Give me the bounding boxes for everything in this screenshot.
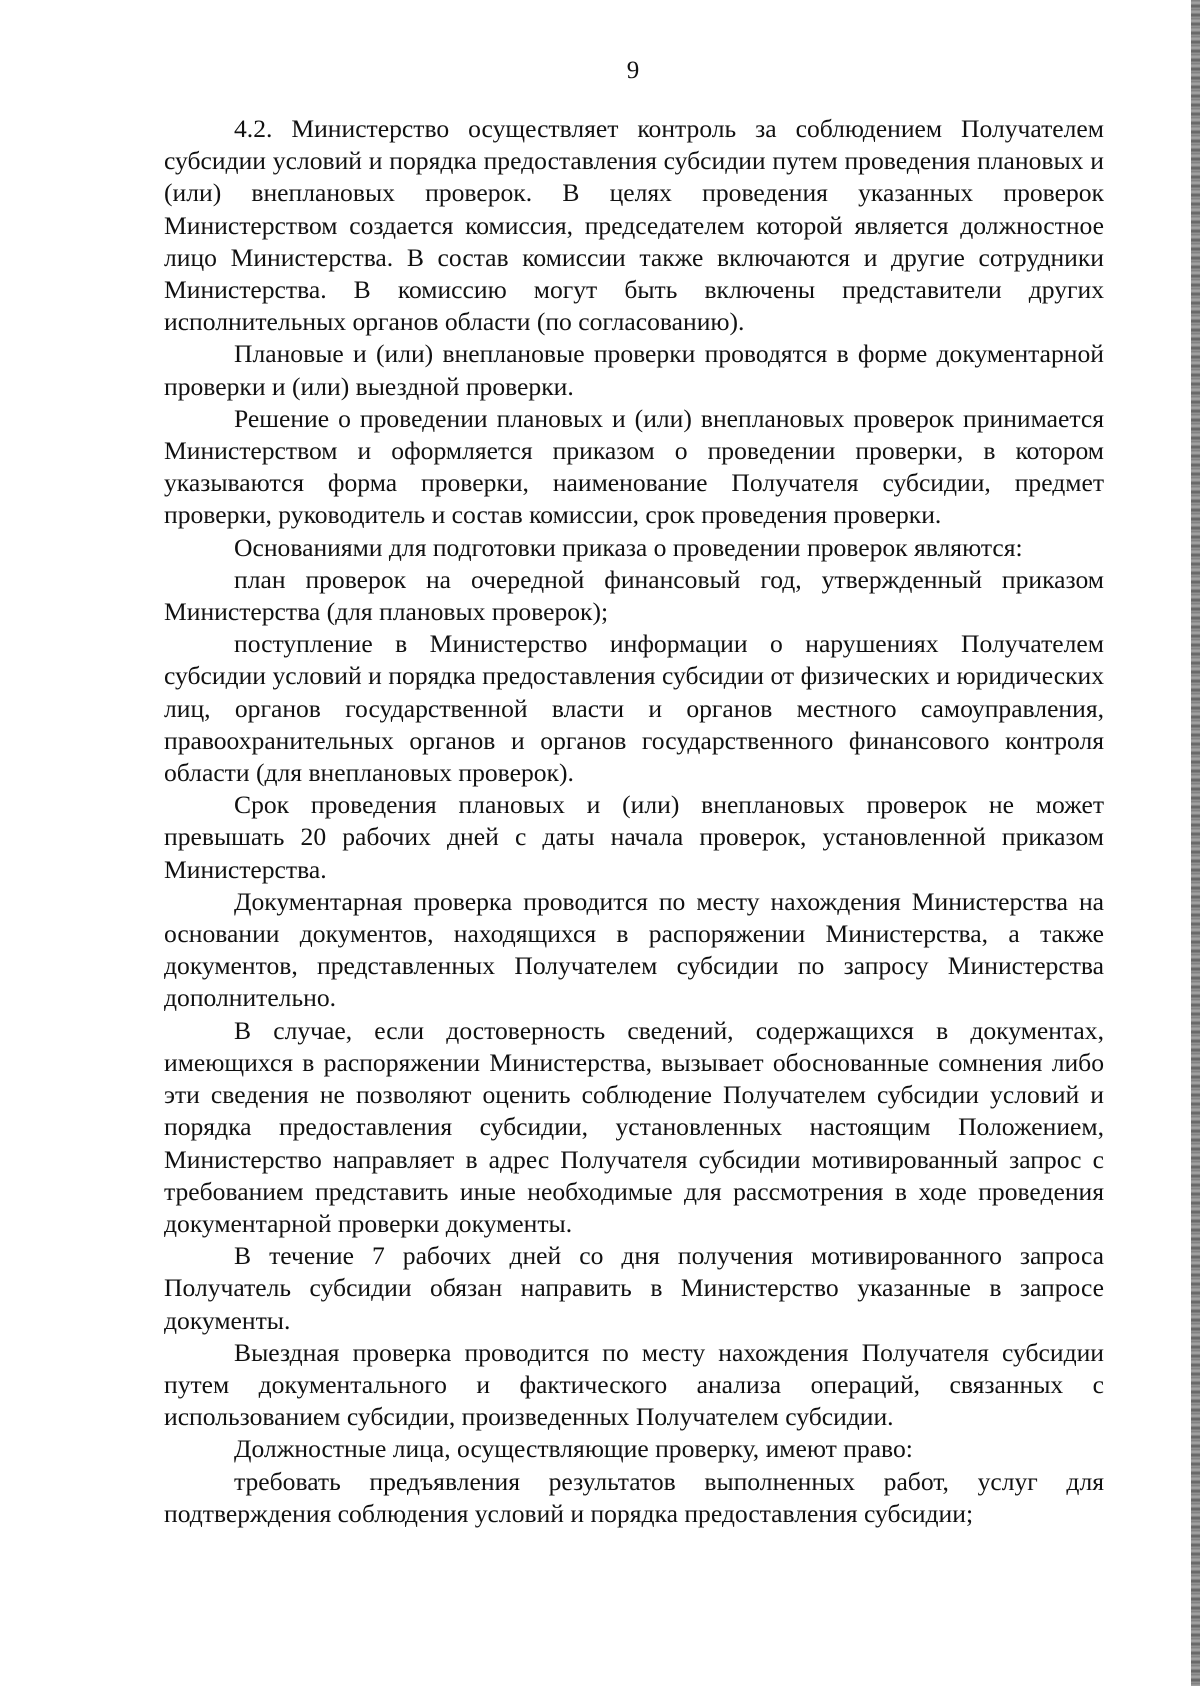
paragraph-documentary-inspection: Документарная проверка проводится по месту нахождения Министерства на основании документов, находящихся в распоряжении Министерства, а также документов, представленных Получателем субсидии по запросу Министерства дополнительно. bbox=[164, 886, 1104, 1013]
paragraph-officials-rights: Должностные лица, осуществляющие проверку, имеют право: bbox=[234, 1434, 913, 1464]
page-number: 9 bbox=[626, 57, 640, 84]
paragraph-grounds-intro: Основаниями для подготовки приказа о проведении проверок являются: bbox=[234, 532, 1023, 562]
scan-edge bbox=[1191, 0, 1200, 1686]
paragraph-motivated-request: В случае, если достоверность сведений, содержащихся в документах, имеющихся в распоряжении Министерства, вызывает обоснованные сомнения либо эти сведения не позволяют оценить соблюдение Получателем субсидии условий и порядка предоставления субсидии, установленных настоящим Положением, Министерство направляет в адрес Получателя субсидии мотивированный запрос с требованием представить иные необходимые для рассмотрения в ходе проведения документарной проверки документы. bbox=[164, 1015, 1104, 1238]
paragraph-response-term: В течение 7 рабочих дней со дня получения мотивированного запроса Получатель субсидии обязан направить в Министерство указанные в запросе документы. bbox=[164, 1241, 1104, 1335]
paragraph-right-require-results: требовать предъявления результатов выполненных работ, услуг для подтверждения соблюдения условий и порядка предоставления субсидии; bbox=[164, 1466, 1104, 1528]
paragraph-onsite-inspection: Выездная проверка проводится по месту нахождения Получателя субсидии путем документального и фактического анализа операций, связанных с использованием субсидии, произведенных Получателем субсидии. bbox=[164, 1337, 1104, 1432]
paragraph-inspection-term: Срок проведения плановых и (или) внеплановых проверок не может превышать 20 рабочих дней с даты начала проверок, установленной приказом Министерства. bbox=[164, 790, 1104, 884]
document-body bbox=[164, 113, 1104, 1530]
paragraph-grounds-plan: план проверок на очередной финансовый год, утвержденный приказом Министерства (для плановых проверок); bbox=[164, 564, 1104, 627]
paragraph-inspection-forms: Плановые и (или) внеплановые проверки проводятся в форме документарной проверки и (или) выездной проверки. bbox=[164, 339, 1104, 401]
paragraph-grounds-violations: поступление в Министерство информации о нарушениях Получателем субсидии условий и порядка предоставления субсидии от физических и юридических лиц, органов государственной власти и органов местного самоуправления, правоохранительных органов и органов государственного финансового контроля области (для внеплановых проверок). bbox=[164, 629, 1104, 788]
paragraph-inspection-decision: Решение о проведении плановых и (или) внеплановых проверок принимается Министерством и оформляется приказом о проведении проверки, в котором указываются форма проверки, наименование Получателя субсидии, предмет проверки, руководитель и состав комиссии, срок проведения проверки. bbox=[164, 403, 1104, 530]
paragraph-control-clause: 4.2. Министерство осуществляет контроль за соблюдением Получателем субсидии условий и порядка предоставления субсидии путем проведения плановых и (или) внеплановых проверок. В целях проведения указанных проверок Министерством создается комиссия, председателем которой является должностное лицо Министерства. В состав комиссии также включаются и другие сотрудники Министерства. В комиссию могут быть включены представители других исполнительных органов области (по согласованию). bbox=[164, 114, 1104, 337]
